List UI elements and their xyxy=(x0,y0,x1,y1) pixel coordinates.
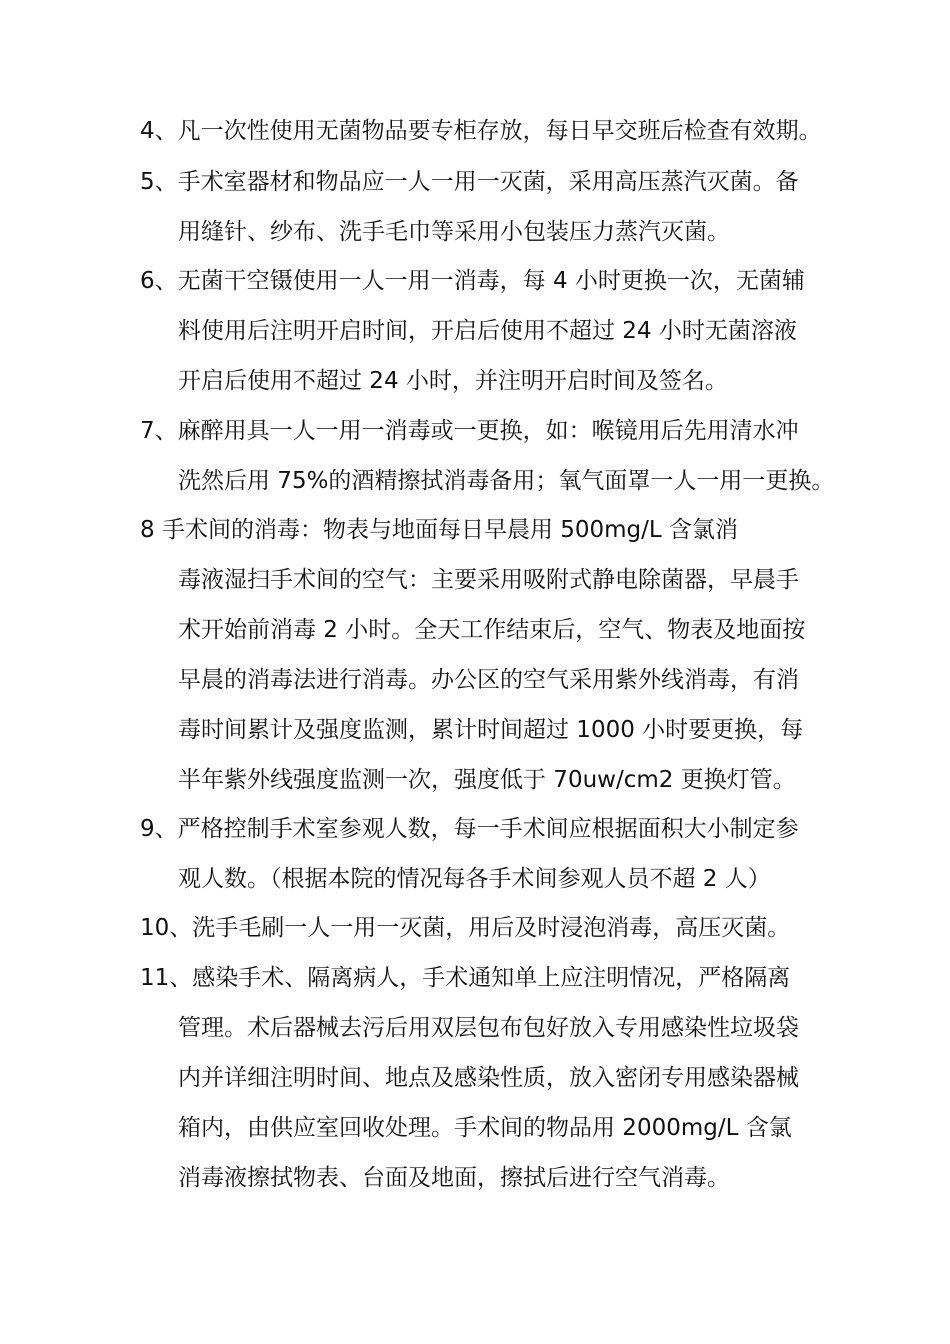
item-8-line-2: 毒液湿扫手术间的空气：主要采用吸附式静电除菌器，早晨手 xyxy=(178,567,799,593)
item-8-line-5: 毒时间累计及强度监测，累计时间超过 1000 小时要更换，每 xyxy=(178,717,804,743)
item-11-line-2: 管理。术后器械去污后用双层包布包好放入专用感染性垃圾袋 xyxy=(178,1015,799,1041)
item-8-line-3: 术开始前消毒 2 小时。全天工作结束后，空气、物表及地面按 xyxy=(178,617,806,643)
item-11-line-5: 消毒液擦拭物表、台面及地面，擦拭后进行空气消毒。 xyxy=(178,1165,730,1191)
item-8-line-6: 半年紫外线强度监测一次，强度低于 70uw/cm2 更换灯管。 xyxy=(178,767,796,793)
item-6-line-3: 开启后使用不超过 24 小时，并注明开启时间及签名。 xyxy=(178,368,728,394)
item-10-line-1: 10、洗手毛刷一人一用一灭菌，用后及时浸泡消毒，高压灭菌。 xyxy=(140,915,791,941)
item-6-line-1: 6、无菌干空镊使用一人一用一消毒，每 4 小时更换一次，无菌辅 xyxy=(140,268,805,294)
item-11-line-1: 11、感染手术、隔离病人，手术通知单上应注明情况，严格隔离 xyxy=(140,965,791,991)
item-5-line-1: 5、手术室器材和物品应一人一用一灭菌，采用高压蒸汽灭菌。备 xyxy=(140,169,799,195)
item-9-line-1: 9、严格控制手术室参观人数，每一手术间应根据面积大小制定参 xyxy=(140,816,799,842)
item-5-line-2: 用缝针、纱布、洗手毛巾等采用小包装压力蒸汽灭菌。 xyxy=(178,219,730,245)
item-11-line-3: 内并详细注明时间、地点及感染性质，放入密闭专用感染器械 xyxy=(178,1065,799,1091)
item-8-line-1: 8 手术间的消毒：物表与地面每日早晨用 500mg/L 含氯消 xyxy=(140,517,739,543)
item-6-line-2: 料使用后注明开启时间，开启后使用不超过 24 小时无菌溶液 xyxy=(178,318,797,344)
item-8-line-4: 早晨的消毒法进行消毒。办公区的空气采用紫外线消毒，有消 xyxy=(178,667,799,693)
item-4-line-1: 4、凡一次性使用无菌物品要专柜存放，每日早交班后检查有效期。 xyxy=(140,118,822,144)
item-11-line-4: 箱内，由供应室回收处理。手术间的物品用 2000mg/L 含氯 xyxy=(178,1115,792,1141)
item-7-line-2: 洗然后用 75%的酒精擦拭消毒备用；氧气面罩一人一用一更换。 xyxy=(178,468,835,494)
item-9-line-2: 观人数。（根据本院的情况每各手术间参观人员不超 2 人） xyxy=(178,866,771,892)
item-7-line-1: 7、麻醉用具一人一用一消毒或一更换，如：喉镜用后先用清水冲 xyxy=(140,418,799,444)
